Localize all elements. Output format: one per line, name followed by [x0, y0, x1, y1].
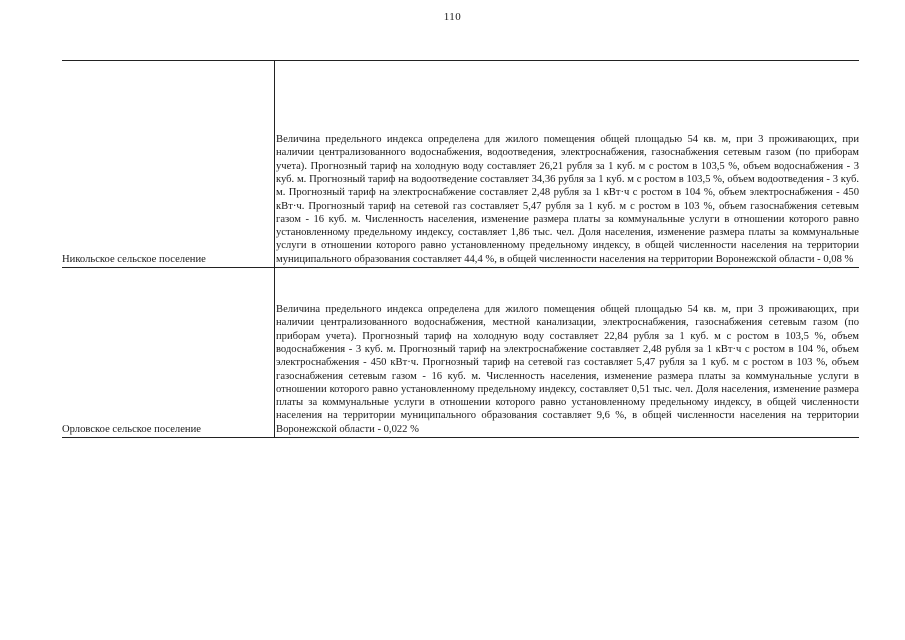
index-description-cell: Величина предельного индекса определена для жилого помещения общей площадью 54 кв. м, при 3 проживающих, при наличии централизованного водоснабжения, водоотведения, электроснабжения, газоснабжения сетевым газом (по приборам учета). Прогнозный тариф на холодную воду составляет 26,21 рубля за 1 куб. м с ростом в 103,5 %, объем водоснабжения - 3 куб. м. Прогнозный тариф на водоотведение составляет 34,36 рубля за 1 куб. м с ростом в 103,5 %, объем водоотведения - 3 куб. м. Прогнозный тариф на электроснабжение составляет 2,48 рубля за 1 кВт·ч с ростом в 104 %, объем электроснабжения - 450 кВт·ч. Прогнозный тариф на сетевой газ составляет 5,47 рубля за 1 куб. м с ростом в 103 %, объем газоснабжения сетевым газом - 16 куб. м. Численность населения, изменение размера платы за коммунальные услуги в отношении которого равно установленному предельному индексу, составляет 1,86 тыс. чел. Доля населения, изменение размера платы за коммунальные услуги в отношении которого равно установленному предельному индексу, в общей численности населения на территории муниципального образования составляет 44,4 %, в общей численности населения на территории Воронежской области - 0,08 %: [275, 61, 860, 268]
settlement-name-cell: Орловское сельское поселение: [62, 268, 275, 438]
table-row: [62, 268, 859, 438]
page-number: 110: [443, 11, 462, 23]
settlement-name-cell: Никольское сельское поселение: [62, 61, 275, 268]
index-description-cell: Величина предельного индекса определена для жилого помещения общей площадью 54 кв. м, при 3 проживающих, при наличии централизованного водоснабжения, местной канализации, электроснабжения, газоснабжения сетевым газом (по приборам учета). Прогнозный тариф на холодную воду составляет 22,84 рубля за 1 куб. м с ростом в 103,5 %, объем водоснабжения - 3 куб. м. Прогнозный тариф на электроснабжение составляет 2,48 рубля за 1 кВт·ч с ростом в 104 %, объем электроснабжения - 450 кВт·ч. Прогнозный тариф на сетевой газ составляет 5,47 рубля за 1 куб. м с ростом в 103 %, объем газоснабжения сетевым газом - 16 куб. м. Численность населения, изменение размера платы за коммунальные услуги в отношении которого равно установленному предельному индексу, составляет 0,51 тыс. чел. Доля населения, изменение размера платы за коммунальные услуги в отношении которого равно установленному предельному индексу, в общей численности населения на территории муниципального образования составляет 9,6 %, в общей численности населения на территории Воронежской области - 0,022 %: [275, 268, 860, 438]
table-row: [62, 61, 859, 268]
index-table: [62, 60, 859, 438]
